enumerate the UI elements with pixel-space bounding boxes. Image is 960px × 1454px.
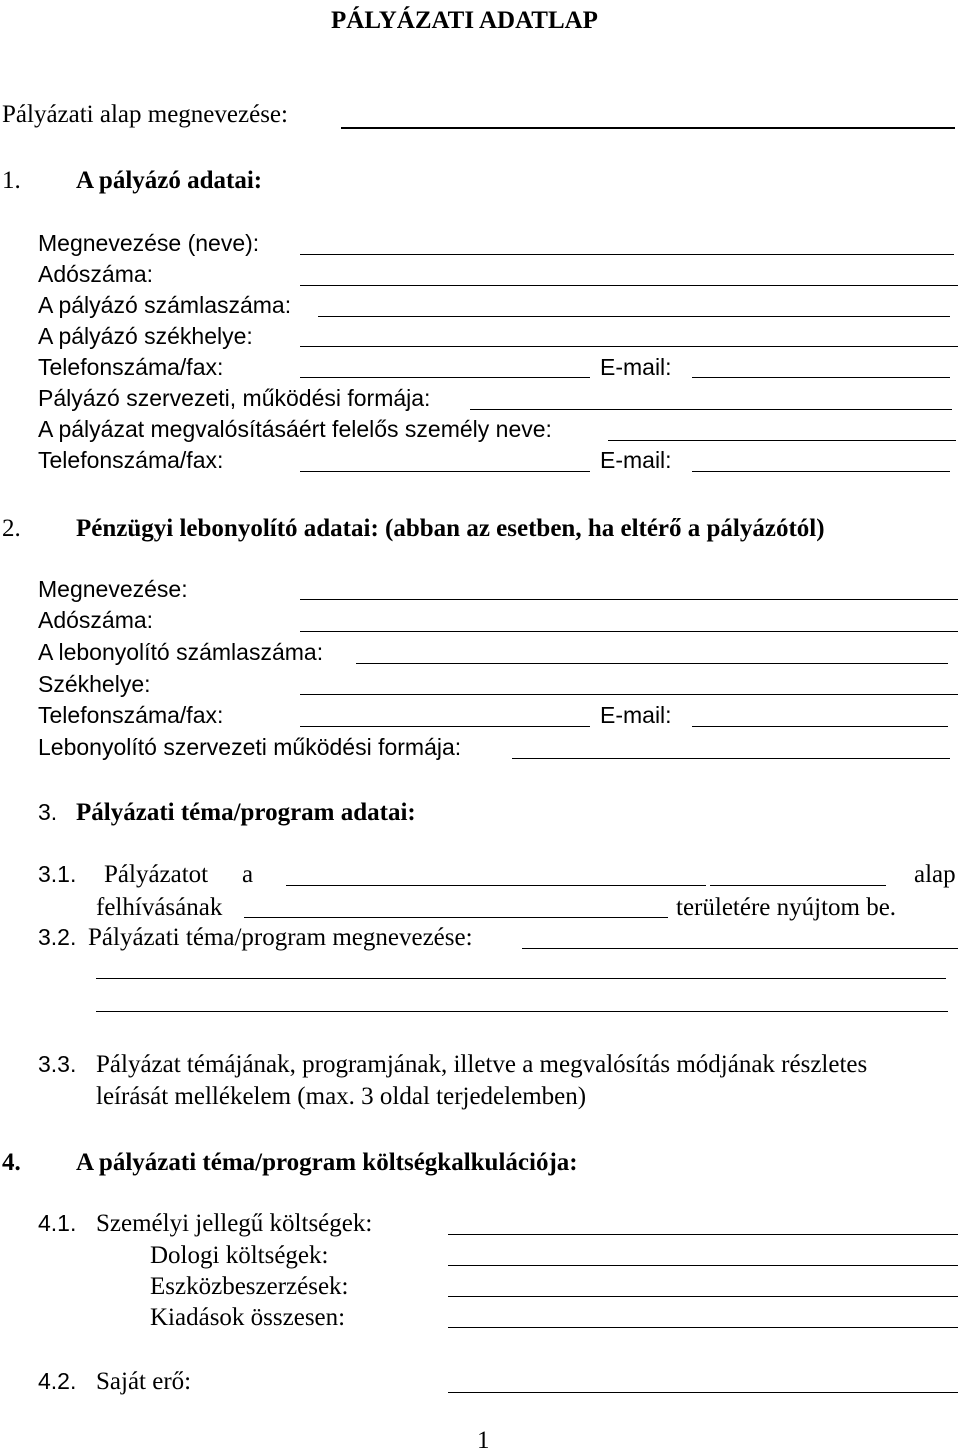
section4-number: 4. [2, 1149, 21, 1176]
personal-costs-line[interactable] [448, 1234, 958, 1235]
finance-name-line[interactable] [300, 599, 958, 600]
s31-area-line[interactable] [244, 917, 668, 918]
section1-heading: A pályázó adatai: [76, 167, 263, 194]
fund-name-line[interactable] [341, 127, 955, 129]
s31-fund-line[interactable] [286, 885, 706, 886]
s32-line-2[interactable] [96, 978, 946, 979]
s42-number: 4.2. [38, 1368, 77, 1394]
total-expenses-line[interactable] [448, 1327, 958, 1328]
finance-email-label: E-mail: [600, 702, 672, 728]
s33-number: 3.3. [38, 1051, 77, 1077]
finance-phone-line[interactable] [300, 726, 590, 727]
personal-costs-label: Személyi jellegű költségek: [96, 1210, 373, 1237]
s33-line2: leírását mellékelem (max. 3 oldal terjedelemben) [96, 1083, 587, 1110]
responsible-email-line[interactable] [692, 471, 950, 472]
s31-fund-line-2[interactable] [710, 885, 886, 886]
equipment-label: Eszközbeszerzések: [150, 1273, 349, 1300]
s31-word-a: a [242, 861, 254, 888]
applicant-tax-line[interactable] [300, 285, 958, 286]
s32-label: Pályázati téma/program megnevezése: [88, 924, 473, 951]
finance-name-label: Megnevezése: [38, 576, 188, 602]
applicant-orgform-label: Pályázó szervezeti, működési formája: [38, 385, 431, 411]
total-expenses-label: Kiadások összesen: [150, 1304, 346, 1331]
s31-word-palyazatot: Pályázatot [104, 861, 209, 888]
section2-number: 2. [2, 515, 21, 542]
finance-tax-line[interactable] [300, 631, 958, 632]
finance-tax-label: Adószáma: [38, 607, 154, 633]
material-costs-line[interactable] [448, 1265, 958, 1266]
section3-number: 3. [38, 799, 58, 825]
own-funds-line[interactable] [448, 1392, 958, 1393]
responsible-person-label: A pályázat megvalósításáért felelős személy neve: [38, 416, 552, 442]
s31-number: 3.1. [38, 861, 77, 887]
section2-heading: Pénzügyi lebonyolító adatai: (abban az esetben, ha eltérő a pályázótól) [76, 515, 825, 542]
applicant-account-line[interactable] [318, 316, 950, 317]
applicant-seat-label: A pályázó székhelye: [38, 323, 253, 349]
responsible-person-line[interactable] [608, 440, 956, 441]
finance-seat-label: Székhelye: [38, 671, 151, 697]
applicant-seat-line[interactable] [300, 346, 958, 347]
equipment-line[interactable] [448, 1296, 958, 1297]
fund-name-label: Pályázati alap megnevezése: [2, 101, 288, 128]
applicant-email-label: E-mail: [600, 354, 672, 380]
applicant-phone-line[interactable] [300, 377, 590, 378]
applicant-name-line[interactable] [300, 254, 954, 255]
finance-orgform-line[interactable] [512, 758, 950, 759]
s41-number: 4.1. [38, 1210, 77, 1236]
s33-line1: Pályázat témájának, programjának, illetve a megvalósítás módjának részletes [96, 1051, 868, 1078]
s32-number: 3.2. [38, 924, 77, 950]
s32-line-3[interactable] [96, 1011, 948, 1012]
section4-heading: A pályázati téma/program költségkalkulációja: [76, 1149, 578, 1176]
applicant-orgform-line[interactable] [470, 409, 952, 410]
finance-phone-label: Telefonszáma/fax: [38, 702, 224, 728]
s31-tail: területére nyújtom be. [676, 894, 897, 921]
applicant-account-label: A pályázó számlaszáma: [38, 292, 292, 318]
finance-email-line[interactable] [692, 726, 948, 727]
section1-number: 1. [2, 167, 21, 194]
applicant-email-line[interactable] [692, 377, 950, 378]
page-title: PÁLYÁZATI ADATLAP [331, 7, 598, 34]
finance-seat-line[interactable] [300, 694, 958, 695]
responsible-email-label: E-mail: [600, 447, 672, 473]
applicant-name-label: Megnevezése (neve): [38, 230, 260, 256]
finance-account-line[interactable] [356, 663, 948, 664]
s31-felhivasanak: felhívásának [96, 894, 223, 921]
finance-account-label: A lebonyolító számlaszáma: [38, 639, 324, 665]
page-number: 1 [477, 1427, 490, 1454]
applicant-phone-label: Telefonszáma/fax: [38, 354, 224, 380]
responsible-phone-line[interactable] [300, 471, 590, 472]
s31-word-alap: alap [914, 861, 956, 888]
own-funds-label: Saját erő: [96, 1368, 192, 1395]
finance-orgform-label: Lebonyolító szervezeti működési formája: [38, 734, 462, 760]
s32-line-1[interactable] [522, 948, 958, 949]
applicant-tax-label: Adószáma: [38, 261, 154, 287]
material-costs-label: Dologi költségek: [150, 1242, 329, 1269]
section3-heading: Pályázati téma/program adatai: [76, 799, 416, 826]
responsible-phone-label: Telefonszáma/fax: [38, 447, 224, 473]
